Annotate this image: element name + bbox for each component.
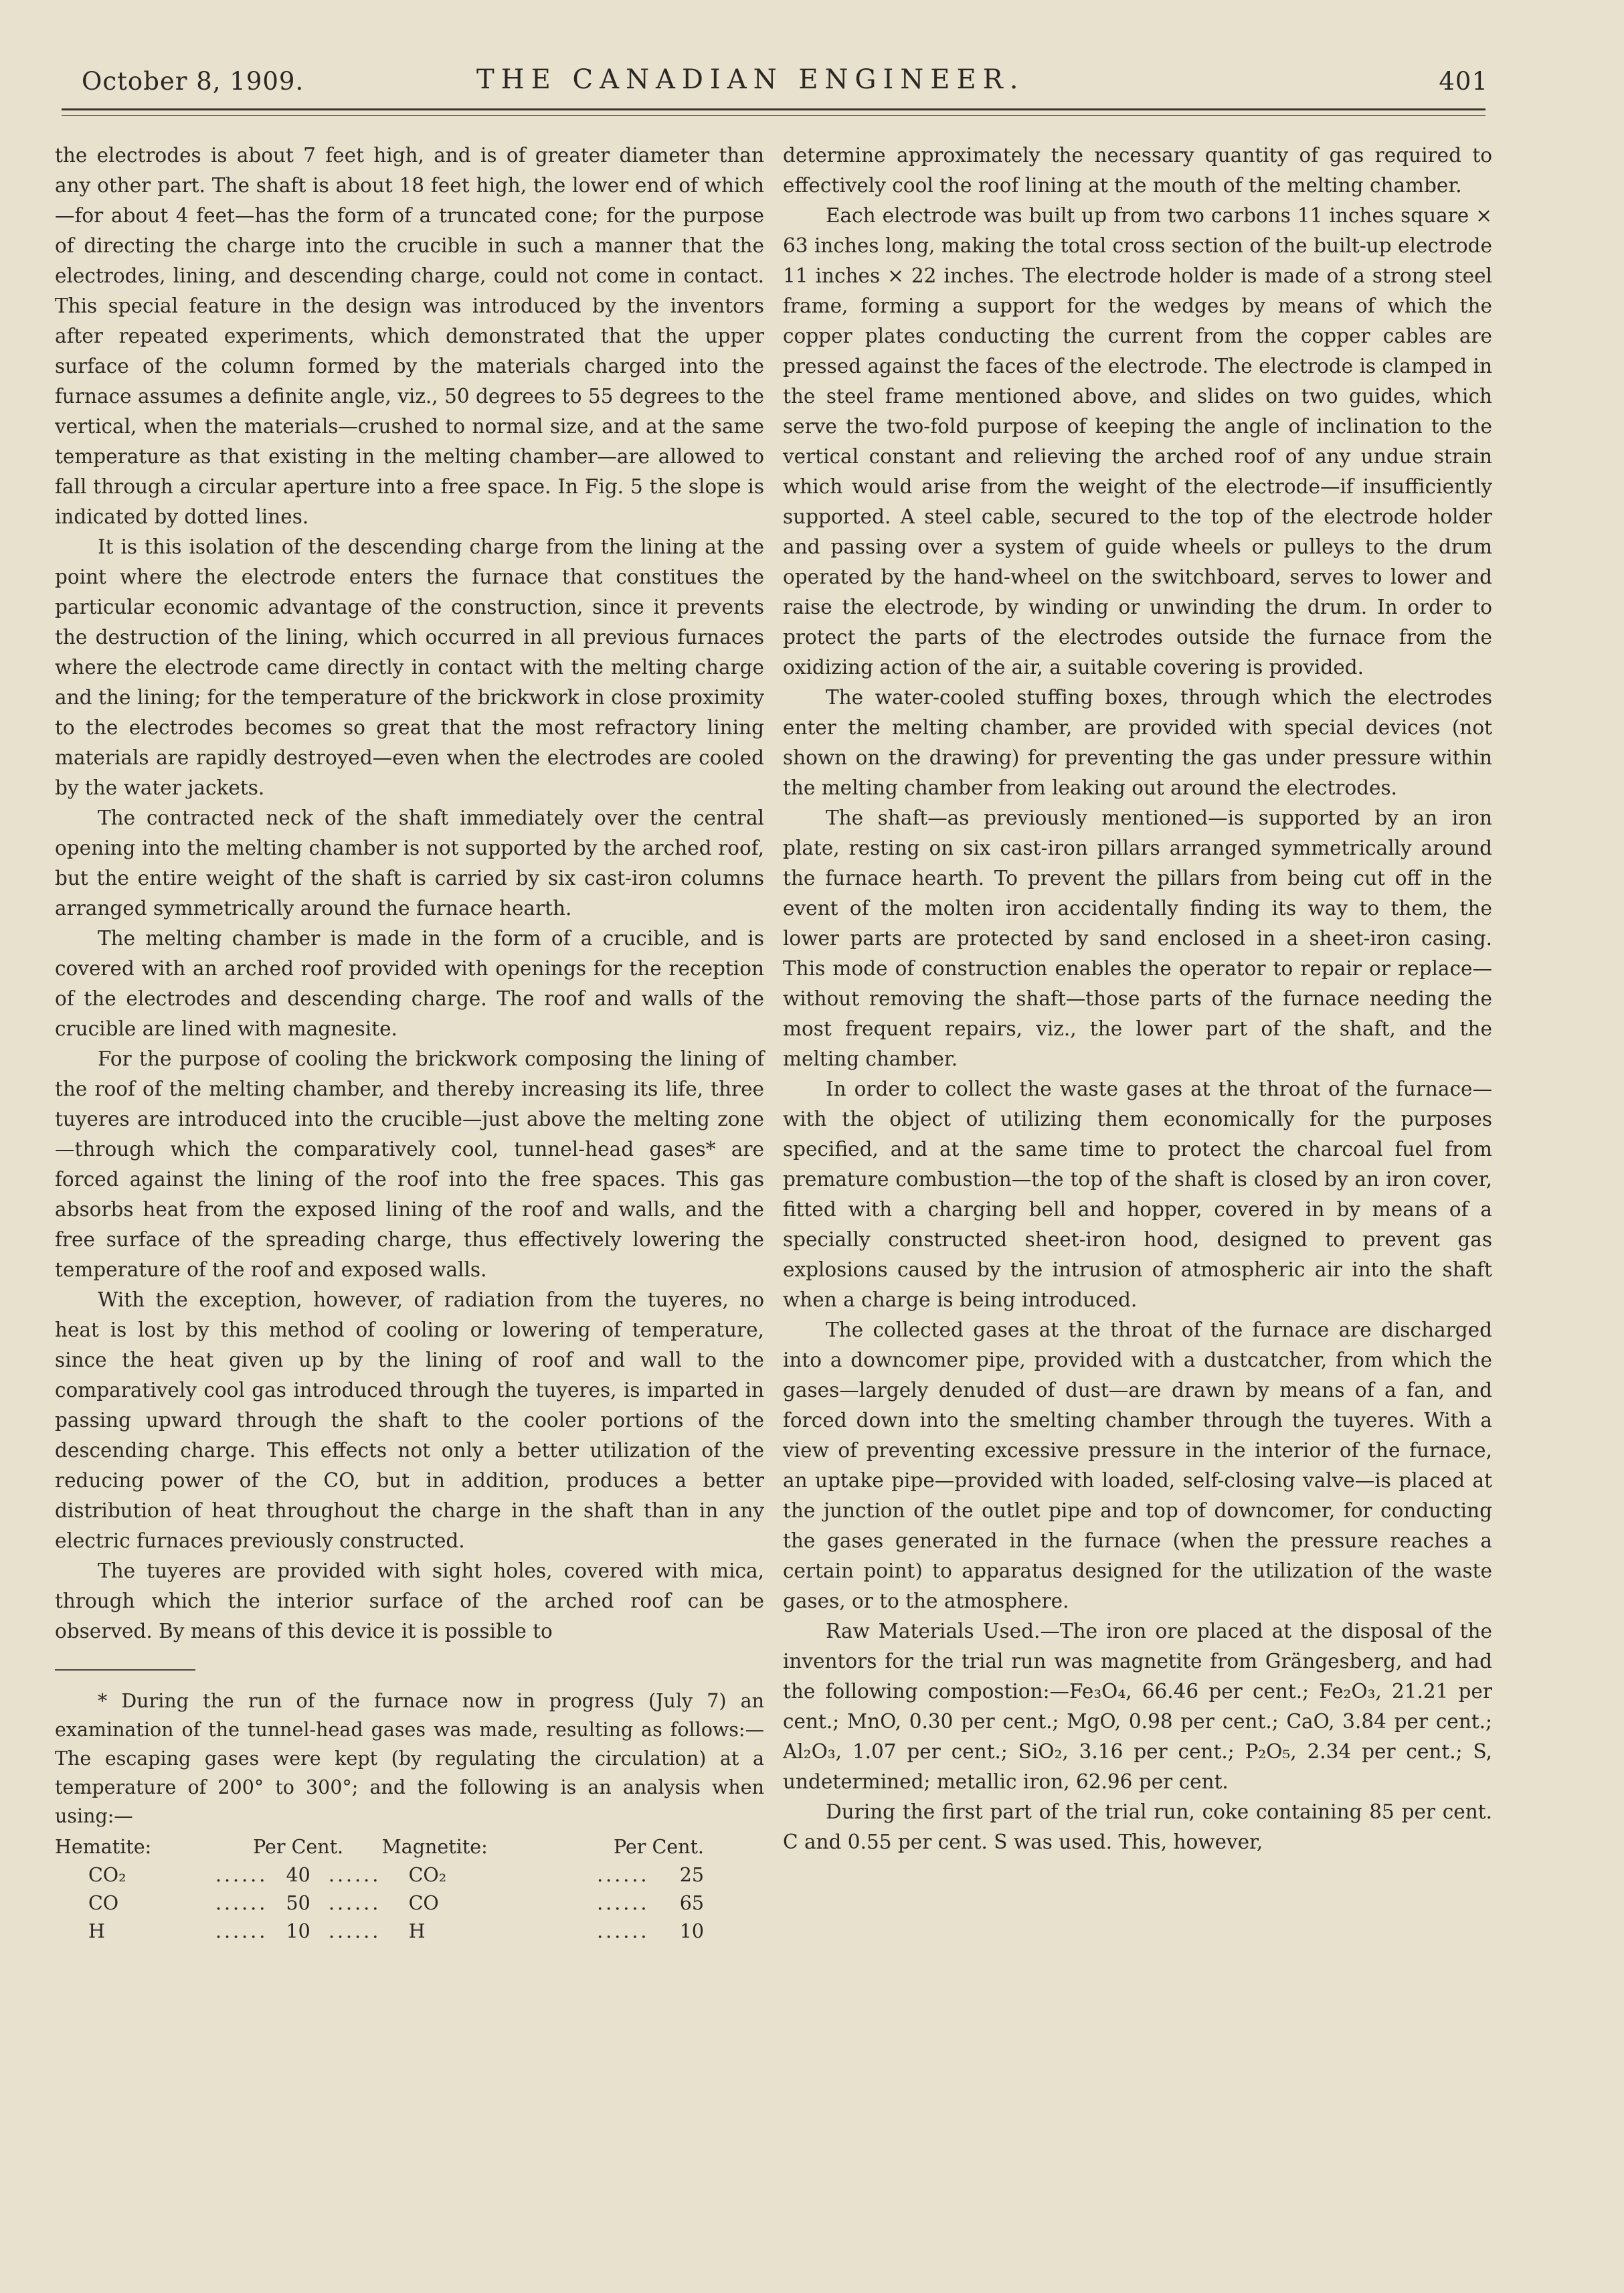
paragraph: In order to collect the waste gases at the throat of the furnace—with the object of utilizing them economically for the purposes specified, and at the same time to protect the charcoal fuel from premature combustion—the top of the shaft is closed by an iron cover, fitted with a charging bell and hopper, covered in by means of a specially constructed sheet-iron hood, designed to prevent gas explosions caused by the intrusion of atmospheric air into the shaft when a charge is being introduced. (783, 1078, 1492, 1311)
table-row (55, 1861, 724, 1889)
paragraph: With the exception, however, of radiation from the tuyeres, no heat is lost by this method of cooling or lowering of temperature, since the heat given up by the lining of roof and wall to the comparatively cool gas introduced through the tuyeres, is imparted in passing upward through the shaft to the cooler portions of the descending charge. This effects not only a better utilization of the reducing power of the CO, but in addition, produces a better distribution of heat throughout the charge in the shaft than in any electric furnaces previously constructed. (55, 1288, 764, 1552)
leader-dots: ...... (597, 1864, 650, 1886)
right-column (783, 141, 1492, 1857)
paragraph: The contracted neck of the shaft immediately over the central opening into the melting chamber is not supported by the arched roof, but the entire weight of the shaft is carried by six cast-iron columns arranged symmetrically around the furnace hearth. (55, 806, 764, 920)
paragraph: It is this isolation of the descending charge from the lining at the point where the electrode enters the furnace that constitues the particular economic advantage of the construction, since it prevents the destruction of the lining, which occurred in all previous furnaces where the electrode came directly in contact with the melting charge and the lining; for the temperature of the brickwork in close proximity to the electrodes becomes so great that the most refractory lining materials are rapidly destroyed—even when the electrodes are cooled by the water jackets. (55, 535, 764, 799)
journal-title: THE CANADIAN ENGINEER. (476, 64, 1025, 95)
paragraph: The collected gases at the throat of the furnace are discharged into a downcomer pipe, provided with a dustcatcher, from which the gases—largely denuded of dust—are drawn by means of a fan, and forced down into the smelting chamber through the tuyeres. With a view of preventing excessive pressure in the interior of the furnace, an uptake pipe—provided with loaded, self-closing valve—is placed at the junction of the outlet pipe and top of downcomer, for conducting the gases generated in the furnace (when the pressure reaches a certain point) to apparatus designed for the utilization of the waste gases, or to the atmosphere. (783, 1319, 1492, 1612)
leader-dots: ...... (597, 1892, 650, 1914)
paragraph: Raw Materials Used.—The iron ore placed at the disposal of the inventors for the trial run was magnetite from Grängesberg, and had the following compostion:—Fe₃O₄, 66.46 per cent.; Fe₂O₃, 21.21 per cent.; MnO, 0.30 per cent.; MgO, 0.98 per cent.; CaO, 3.84 per cent.; Al₂O₃, 1.07 per cent.; SiO₂, 3.16 per cent.; P₂O₅, 2.34 per cent.; S, undetermined; metallic iron, 62.96 per cent. (783, 1620, 1492, 1793)
leader-dots: ...... (215, 1892, 268, 1914)
paragraph: During the first part of the trial run, coke containing 85 per cent. C and 0.55 per cent. S was used. This, however, (783, 1800, 1492, 1853)
leader-dots: ...... (215, 1920, 268, 1942)
running-header (82, 64, 1488, 107)
page-number: 401 (1439, 67, 1488, 96)
column-header: Magnetite: (381, 1836, 488, 1858)
leader-dots: ...... (328, 1892, 381, 1914)
column-header: Per Cent. (614, 1836, 704, 1858)
column-header: Per Cent. (253, 1836, 344, 1858)
header-rule-thin (62, 115, 1485, 116)
paragraph: For the purpose of cooling the brickwork composing the lining of the roof of the melting chamber, and thereby increasing its life, three tuyeres are introduced into the crucible—just above the melting zone—through which the comparatively cool, tunnel-head gases* are forced against the lining of the roof into the free spaces. This gas absorbs heat from the exposed lining of the roof and walls, and the free surface of the spreading charge, thus effectively lowering the temperature of the roof and exposed walls. (55, 1047, 764, 1281)
table-row (55, 1889, 724, 1918)
leader-dots: ...... (597, 1920, 650, 1942)
issue-date: October 8, 1909. (82, 67, 304, 96)
table-row (55, 1918, 724, 1946)
gas-name: CO₂ (88, 1864, 126, 1886)
footnote-text: * During the run of the furnace now in progress (July 7) an examination of the tunnel-head gases was made, resulting as follows:—The escaping gases were kept (by regulating the circulation) at a temperature of 200° to 300°; and the following is an analysis when using:— (55, 1690, 764, 1827)
percent-value: 25 (679, 1864, 704, 1886)
header-rule (62, 108, 1485, 110)
gas-name: H (408, 1920, 426, 1942)
paragraph: determine approximately the necessary quantity of gas required to effectively cool the roof lining at the mouth of the melting chamber. (783, 144, 1492, 197)
percent-value: 40 (286, 1864, 310, 1886)
percent-value: 10 (286, 1920, 310, 1942)
left-column (55, 141, 764, 1946)
gas-name: CO (88, 1892, 119, 1914)
paragraph: Each electrode was built up from two carbons 11 inches square × 63 inches long, making the total cross section of the built-up electrode 11 inches × 22 inches. The electrode holder is made of a strong steel frame, forming a support for the wedges by means of which the copper plates conducting the current from the copper cables are pressed against the faces of the electrode. The electrode is clamped in the steel frame mentioned above, and slides on two guides, which serve the two-fold purpose of keeping the angle of inclination to the vertical constant and relieving the arched roof of any undue strain which would arise from the weight of the electrode—if insufficiently supported. A steel cable, secured to the top of the electrode holder and passing over a system of guide wheels or pulleys to the drum operated by the hand-wheel on the switchboard, serves to lower and raise the electrode, by winding or unwinding the drum. In order to protect the parts of the electrodes outside the furnace from the oxidizing action of the air, a suitable covering is provided. (783, 204, 1492, 679)
paragraph: The water-cooled stuffing boxes, through which the electrodes enter the melting chamber, are provided with special devices (not shown on the drawing) for preventing the gas under pressure within the melting chamber from leaking out around the electrodes. (783, 686, 1492, 799)
column-header: Hematite: (55, 1836, 152, 1858)
footnote-rule (55, 1669, 195, 1671)
gas-name: CO (408, 1892, 439, 1914)
paragraph: The tuyeres are provided with sight holes, covered with mica, through which the interior surface of the arched roof can be observed. By means of this device it is possible to (55, 1559, 764, 1642)
paragraph: The shaft—as previously mentioned—is supported by an iron plate, resting on six cast-iron pillars arranged symmetrically around the furnace hearth. To prevent the pillars from being cut off in the event of the molten iron accidentally finding its way to them, the lower parts are protected by sand enclosed in a sheet-iron casing. This mode of construction enables the operator to repair or replace—without removing the shaft—those parts of the furnace needing the most frequent repairs, viz., the lower part of the shaft, and the melting chamber. (783, 806, 1492, 1070)
percent-value: 65 (679, 1892, 704, 1914)
percent-value: 50 (286, 1892, 310, 1914)
paragraph: the electrodes is about 7 feet high, and is of greater diameter than any other part. The shaft is about 18 feet high, the lower end of which—for about 4 feet—has the form of a truncated cone; for the purpose of directing the charge into the crucible in such a manner that the electrodes, lining, and descending charge, could not come in contact. This special feature in the design was introduced by the inventors after repeated experiments, which demonstrated that the upper surface of the column formed by the materials charged into the furnace assumes a definite angle, viz., 50 degrees to 55 degrees to the vertical, when the materials—crushed to normal size, and at the same temperature as that existing in the melting chamber—are allowed to fall through a circular aperture into a free space. In Fig. 5 the slope is indicated by dotted lines. (55, 144, 764, 528)
percent-value: 10 (679, 1920, 704, 1942)
leader-dots: ...... (215, 1864, 268, 1886)
leader-dots: ...... (328, 1864, 381, 1886)
paragraph: The melting chamber is made in the form of a crucible, and is covered with an arched roof provided with openings for the reception of the electrodes and descending charge. The roof and walls of the crucible are lined with magnesite. (55, 927, 764, 1040)
table-header-row (55, 1833, 724, 1861)
footnote (55, 1687, 764, 1946)
leader-dots: ...... (328, 1920, 381, 1942)
gas-name: H (88, 1920, 105, 1942)
gas-name: CO₂ (408, 1864, 447, 1886)
gas-analysis-table (55, 1833, 724, 1946)
